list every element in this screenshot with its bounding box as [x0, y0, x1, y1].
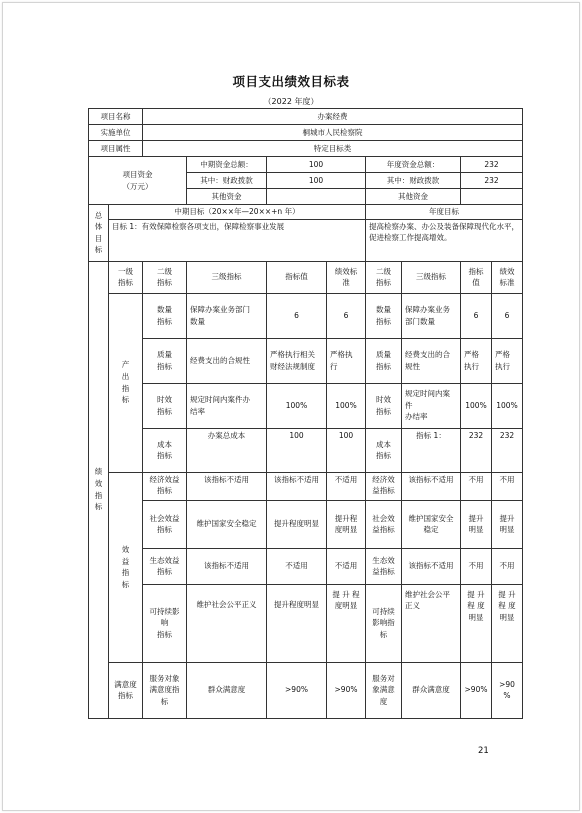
implementing-unit-label: 实施单位	[89, 125, 143, 141]
table-cell: 严格 执行	[492, 338, 523, 383]
year-fiscal-label: 其中：财政拨款	[366, 173, 461, 189]
table-title: 项目支出绩效目标表	[232, 74, 350, 89]
year-other-label: 其他资金	[366, 189, 461, 205]
table-cell: 6	[327, 293, 366, 338]
mid-other-value	[267, 189, 366, 205]
table-cell: 保障办案业务 部门数量	[402, 293, 461, 338]
table-cell: 提升 明显	[461, 500, 492, 548]
table-cell: 严格执行相关 财经法规制度	[267, 338, 327, 383]
table-cell: 社会效 益指标	[366, 500, 402, 548]
table-cell: 该指标不适用	[402, 548, 461, 584]
table-cell: 服务对 象满意 度	[366, 662, 402, 718]
table-cell: 100%	[461, 383, 492, 428]
table-cell: 6	[492, 293, 523, 338]
table-cell: 经济效 益指标	[366, 472, 402, 500]
table-cell: 群众满意度	[187, 662, 267, 718]
project-name-label: 项目名称	[89, 109, 143, 125]
header-standard: 绩效标 准	[327, 261, 366, 293]
table-cell: 该指标不适用	[187, 472, 267, 500]
table-cell: 不适用	[327, 548, 366, 584]
header-year-level2: 二级 指标	[366, 261, 402, 293]
table-cell: 规定时间内案件 办结率	[402, 383, 461, 428]
output-indicators-label: 产 出 指 标	[109, 293, 143, 472]
table-cell: 成本 指标	[366, 428, 402, 472]
overall-goal-label: 总 体 目 标	[89, 205, 109, 262]
table-cell: 100	[327, 428, 366, 472]
year-fiscal-value: 232	[461, 173, 523, 189]
fiscal-year: （2022 年度）	[263, 97, 319, 106]
table-cell: 232	[461, 428, 492, 472]
table-cell: 经费支出的合 规性	[402, 338, 461, 383]
table-cell: 提升程度明显	[267, 500, 327, 548]
table-cell: 经济效益 指标	[143, 472, 187, 500]
table-cell: 不用	[461, 472, 492, 500]
mid-term-goal-header: 中期目标（20××年—20××+n 年）	[109, 205, 366, 220]
page-number: 21	[478, 746, 489, 756]
table-cell: 可持续影 响 指标	[143, 584, 187, 662]
header-level2: 二级 指标	[143, 261, 187, 293]
table-cell: 提 升 程 度 明显	[461, 584, 492, 662]
table-cell: 100%	[267, 383, 327, 428]
header-value: 指标值	[267, 261, 327, 293]
performance-target-table	[88, 108, 523, 719]
table-cell: 经费支出的合规性	[187, 338, 267, 383]
table-cell: 提升程 度明显	[327, 500, 366, 548]
table-cell: 该指标不适用	[267, 472, 327, 500]
project-funds-label: 项目资金 （万元）	[89, 157, 187, 205]
table-cell: 时效 指标	[366, 383, 402, 428]
table-cell: 质量 指标	[143, 338, 187, 383]
satisfaction-indicators-label: 满意度 指标	[109, 662, 143, 718]
table-cell: 规定时间内案件办 结率	[187, 383, 267, 428]
mid-term-goal-text: 目标 1：有效保障检察各项支出，保障检察事业发展	[109, 219, 366, 261]
table-cell: 维护社会公平正义	[187, 584, 267, 662]
table-cell: 不用	[492, 548, 523, 584]
table-cell: 该指标不适用	[187, 548, 267, 584]
table-cell: 服务对象 满意度指 标	[143, 662, 187, 718]
header-year-standard: 绩效 标准	[492, 261, 523, 293]
table-cell: 100%	[327, 383, 366, 428]
mid-total-label: 中期资金总额：	[187, 157, 267, 173]
header-level1: 一级 指标	[109, 261, 143, 293]
year-other-value	[461, 189, 523, 205]
table-cell: 6	[267, 293, 327, 338]
table-cell: 生态效 益指标	[366, 548, 402, 584]
table-cell: 成本 指标	[143, 428, 187, 472]
year-total-value: 232	[461, 157, 523, 173]
performance-indicators-label: 绩 效 指 标	[89, 261, 109, 718]
table-cell: 质量 指标	[366, 338, 402, 383]
header-level3: 三级指标	[187, 261, 267, 293]
table-cell: 提 升 程 度 明显	[492, 584, 523, 662]
table-cell: 数量 指标	[366, 293, 402, 338]
table-cell: >90%	[461, 662, 492, 718]
table-cell: 可持续 影响指 标	[366, 584, 402, 662]
table-cell: 提 升 程 度明显	[327, 584, 366, 662]
table-cell: 维护社会公平 正义	[402, 584, 461, 662]
table-cell: >90%	[327, 662, 366, 718]
table-cell: 100%	[492, 383, 523, 428]
table-cell: 群众满意度	[402, 662, 461, 718]
table-cell: 严格 执行	[461, 338, 492, 383]
table-cell: 不适用	[327, 472, 366, 500]
table-cell: 该指标不适用	[402, 472, 461, 500]
table-cell: 提升程度明显	[267, 584, 327, 662]
project-attribute-value: 特定目标类	[143, 141, 523, 157]
mid-fiscal-value: 100	[267, 173, 366, 189]
table-cell: 维护国家安全稳定	[187, 500, 267, 548]
table-cell: 社会效益 指标	[143, 500, 187, 548]
table-cell: 指标 1：	[402, 428, 461, 472]
mid-fiscal-label: 其中：财政拨款	[187, 173, 267, 189]
table-cell: 保障办案业务部门 数量	[187, 293, 267, 338]
implementing-unit-value: 桐城市人民检察院	[143, 125, 523, 141]
table-cell: 不用	[492, 472, 523, 500]
table-cell: 办案总成本	[187, 428, 267, 472]
table-cell: 提升 明显	[492, 500, 523, 548]
table-cell: 6	[461, 293, 492, 338]
mid-other-label: 其他资金	[187, 189, 267, 205]
annual-goal-text: 提高检察办案、办公及装备保障现代化水平，促进检察工作提高增效。	[366, 219, 523, 261]
header-year-level3: 三级指标	[402, 261, 461, 293]
table-cell: 维护国家安全 稳定	[402, 500, 461, 548]
table-cell: 数量 指标	[143, 293, 187, 338]
table-cell: 100	[267, 428, 327, 472]
table-cell: >90%	[267, 662, 327, 718]
table-cell: 生态效益 指标	[143, 548, 187, 584]
table-cell: 不适用	[267, 548, 327, 584]
project-attribute-label: 项目属性	[89, 141, 143, 157]
table-cell: >90 %	[492, 662, 523, 718]
table-cell: 时效 指标	[143, 383, 187, 428]
project-name-value: 办案经费	[143, 109, 523, 125]
annual-goal-header: 年度目标	[366, 205, 523, 220]
year-total-label: 年度资金总额：	[366, 157, 461, 173]
table-cell: 不用	[461, 548, 492, 584]
header-year-value: 指标 值	[461, 261, 492, 293]
mid-total-value: 100	[267, 157, 366, 173]
table-cell: 232	[492, 428, 523, 472]
table-cell: 严格执 行	[327, 338, 366, 383]
benefit-indicators-label: 效 益 指 标	[109, 472, 143, 662]
